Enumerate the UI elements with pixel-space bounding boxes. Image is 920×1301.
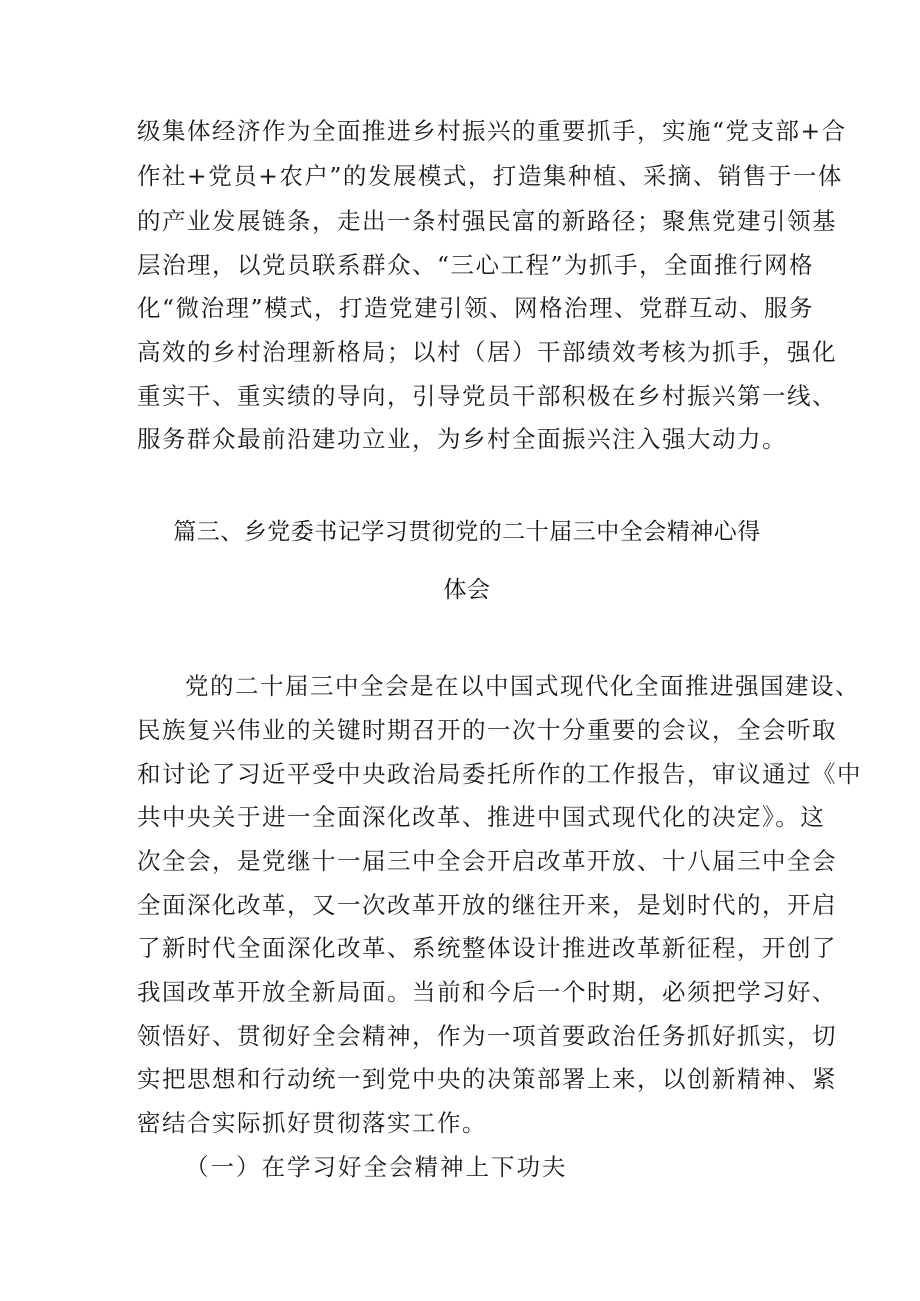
paragraph-line: 高效的乡村治理新格局；以村（居）干部绩效考核为抓手，强化	[137, 338, 837, 366]
paragraph-line: 共中央关于进一全面深化改革、推进中国式现代化的决定》。这	[137, 803, 826, 831]
paragraph-line: 作社+党员+农户”的发展模式，打造集种植、采摘、销售于一体	[137, 162, 843, 190]
paragraph-line: 重实干、重实绩的导向，引导党员干部积极在乡村振兴第一线、	[137, 382, 837, 410]
paragraph-line: 了新时代全面深化改革、系统整体设计推进改革新征程，开创了	[137, 934, 837, 962]
paragraph-line: 全面深化改革，又一次改革开放的继往开来，是划时代的，开启	[137, 891, 837, 919]
paragraph-line: 的产业发展链条，走出一条村强民富的新路径；聚焦党建引领基	[137, 207, 837, 235]
paragraph-line: 密结合实际抓好贯彻落实工作。	[137, 1109, 487, 1137]
paragraph-line: 实把思想和行动统一到党中央的决策部署上来，以创新精神、紧	[137, 1065, 837, 1093]
section-title-line: 篇三、乡党委书记学习贯彻党的二十届三中全会精神心得	[173, 519, 761, 545]
section-title-line: 体会	[443, 577, 491, 603]
paragraph-line: 化“微治理”模式，打造党建引领、网格治理、党群互动、服务	[137, 294, 815, 322]
paragraph-line: 层治理，以党员联系群众、“三心工程”为抓手，全面推行网格	[137, 251, 815, 279]
paragraph-line: 领悟好、贯彻好全会精神，作为一项首要政治任务抓好抓实，切	[137, 1022, 837, 1050]
paragraph-line: 次全会，是党继十一届三中全会开启改革开放、十八届三中全会	[137, 847, 837, 875]
paragraph-line: 民族复兴伟业的关键时期召开的一次十分重要的会议，全会听取	[137, 716, 837, 744]
paragraph-line: 党的二十届三中全会是在以中国式现代化全面推进强国建设、	[185, 672, 860, 700]
paragraph-line: 和讨论了习近平受中央政治局委托所作的工作报告，审议通过《中	[137, 760, 862, 788]
paragraph-line: 服务群众最前沿建功立业，为乡村全面振兴注入强大动力。	[137, 425, 787, 453]
paragraph-line: 级集体经济作为全面推进乡村振兴的重要抓手，实施“党支部+合	[137, 117, 847, 145]
paragraph-line: 我国改革开放全新局面。当前和今后一个时期，必须把学习好、	[137, 978, 837, 1006]
subheading: （一）在学习好全会精神上下功夫	[185, 1153, 568, 1181]
